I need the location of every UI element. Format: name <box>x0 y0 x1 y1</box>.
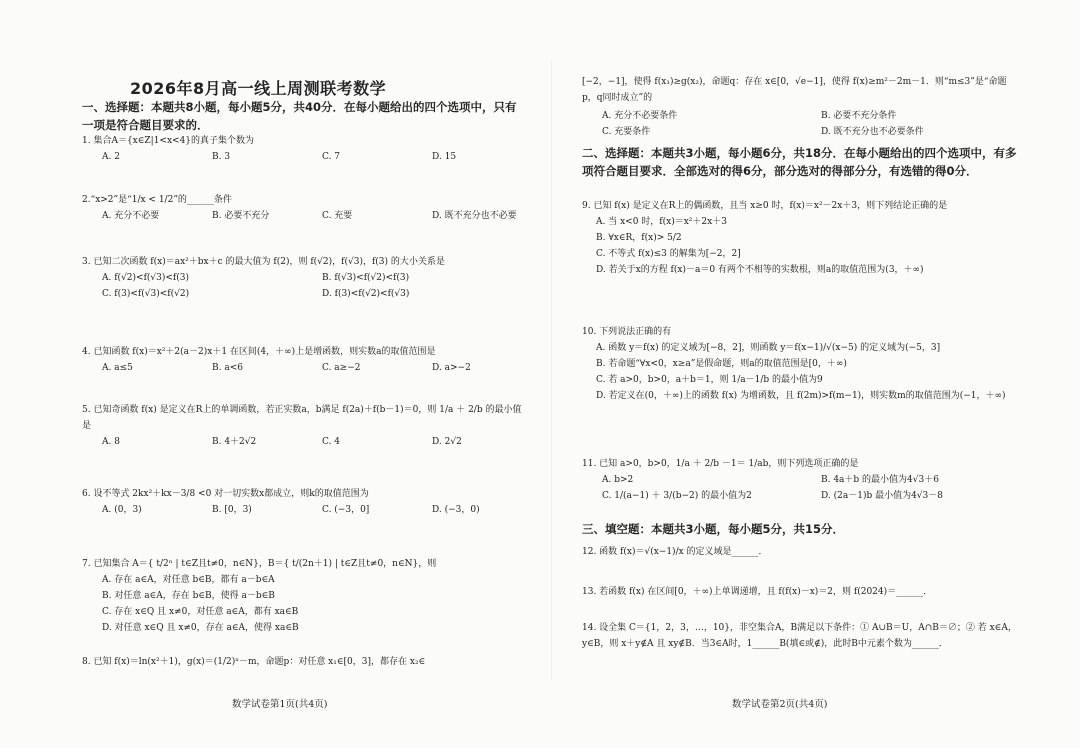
question-11-options-row-1 <box>582 472 1020 488</box>
page-2-footer: 数学试卷第2页(共4页) <box>732 699 828 710</box>
question-1-options <box>82 149 522 165</box>
option-a[interactable]: A. 2 <box>102 152 120 162</box>
option-b[interactable]: B. [0，3) <box>212 505 252 515</box>
option-c[interactable]: C. 充要 <box>322 211 353 221</box>
option-d[interactable]: D. 对任意 x∈Q 且 x≠0，存在 a∈A，使得 xa∈B <box>102 623 299 633</box>
question-6 <box>82 486 522 518</box>
question-3-stem: 3. 已知二次函数 f(x)＝ax²＋bx＋c 的最大值为 f(2)，则 f(√2)，f(√3)，f(3) 的大小关系是 <box>82 257 445 267</box>
question-9 <box>582 198 1020 278</box>
option-b[interactable]: B. 对任意 a∈A，存在 b∈B，使得 a－b∈B <box>102 591 275 601</box>
option-b[interactable]: B. 必要不充分 <box>212 211 270 221</box>
option-d[interactable]: D. 若定义在(0，＋∞)上的函数 f(x) 为增函数，且 f(2m)>f(m−1)，则实数m的取值范围为(−1，＋∞) <box>596 391 1006 401</box>
question-3-options-row-2 <box>82 286 522 302</box>
question-10 <box>582 324 1020 404</box>
question-8-start: 8. 已知 f(x)＝ln(x²＋1)，g(x)＝(1/2)ˣ－m，命题p：对任意 x₁∈[0，3]，都存在 x₂∈ <box>82 657 426 667</box>
page-divider <box>551 60 552 680</box>
option-a[interactable]: A. 充分不必要 <box>102 211 160 221</box>
question-1 <box>82 133 522 165</box>
option-d[interactable]: D. 2√2 <box>432 437 462 447</box>
option-c[interactable]: C. 不等式 f(x)≤3 的解集为[−2，2] <box>596 249 741 259</box>
question-14: 14. 设全集 C＝{1，2，3，…，10}，非空集合A，B满足以下条件：① A∪B＝U，A∩B＝∅；② 若 x∈A，y∈B，则 x＋y∉A 且 xy∉B．当3∈A时，1______B(填∈或∉)，此时B中元素个数为______． <box>582 623 1017 649</box>
section-3-heading: 三、填空题：本题共3小题，每小题5分，共15分． <box>582 522 845 536</box>
option-c[interactable]: C. (−3，0] <box>322 505 370 515</box>
option-b[interactable]: B. 3 <box>212 152 231 162</box>
question-13: 13. 若函数 f(x) 在区间[0，＋∞)上单调递增，且 f(f(x)－x)＝2，则 f(2024)＝______． <box>582 587 933 597</box>
option-c[interactable]: C. 存在 x∈Q 且 x≠0，对任意 a∈A，都有 xa∈B <box>102 607 299 617</box>
option-a[interactable]: A. 函数 y＝f(x) 的定义域为[−8，2]，则函数 y＝f(x−1)/√(x−5) 的定义域为(−5，3] <box>596 343 941 353</box>
question-11-options-row-2 <box>582 488 1020 504</box>
question-4 <box>82 344 522 376</box>
exam-title: 2026年8月高一线上周测联考数学 <box>130 79 387 98</box>
option-b[interactable]: B. 必要不充分条件 <box>821 111 897 121</box>
option-a[interactable]: A. (0，3) <box>102 505 142 515</box>
option-b[interactable]: B. 若命题“∀x<0，x≥a”是假命题，则a的取值范围是[0，＋∞) <box>596 359 847 369</box>
option-a[interactable]: A. b>2 <box>602 475 634 485</box>
question-2-stem: 2.“x>2”是“1/x < 1/2”的______条件 <box>82 195 232 205</box>
question-1-stem: 1. 集合A＝{x∈Z|1<x<4}的真子集个数为 <box>82 136 255 146</box>
option-c[interactable]: C. 充要条件 <box>602 127 651 137</box>
question-7-stem: 7. 已知集合 A＝{ t/2ⁿ | t∈Z且t≠0，n∈N}，B＝{ t/(2n＋1) | t∈Z且t≠0，n∈N}，则 <box>82 559 437 569</box>
option-a[interactable]: A. a≤5 <box>102 363 133 373</box>
question-5 <box>82 402 522 450</box>
option-d[interactable]: D. 15 <box>432 152 457 162</box>
question-10-stem: 10. 下列说法正确的有 <box>582 327 672 337</box>
option-a[interactable]: A. f(√2)<f(√3)<f(3) <box>102 273 190 283</box>
question-5-options <box>82 434 522 450</box>
option-a[interactable]: A. 充分不必要条件 <box>602 111 678 121</box>
option-b[interactable]: B. a<6 <box>212 363 243 373</box>
question-9-stem: 9. 已知 f(x) 是定义在R上的偶函数，且当 x≥0 时，f(x)＝x²－2x＋3，则下列结论正确的是 <box>582 201 948 211</box>
question-2-options <box>82 208 522 224</box>
question-11 <box>582 456 1020 504</box>
question-3-options-row-1 <box>82 270 522 286</box>
option-a[interactable]: A. 8 <box>102 437 120 447</box>
option-d[interactable]: D. 既不充分也不必要 <box>432 211 517 221</box>
question-7 <box>82 556 522 636</box>
option-d[interactable]: D. 既不充分也不必要条件 <box>821 127 924 137</box>
option-d[interactable]: D. (2a－1)b 最小值为4√3－8 <box>821 491 943 501</box>
section-2-heading: 二、选择题：本题共3小题，每小题6分，共18分．在每小题给出的四个选项中，有多项符合题目要求．全部选对的得6分，部分选对的得部分分，有选错的得0分． <box>582 146 1017 178</box>
question-4-options <box>82 360 522 376</box>
option-b[interactable]: B. 4＋2√2 <box>212 437 257 447</box>
option-c[interactable]: C. 7 <box>322 152 341 162</box>
option-a[interactable]: A. 存在 a∈A，对任意 b∈B，都有 a－b∈A <box>102 575 275 585</box>
question-3 <box>82 254 522 302</box>
question-4-stem: 4. 已知函数 f(x)＝x²＋2(a－2)x＋1 在区间(4，＋∞)上是增函数，则实数a的取值范围是 <box>82 347 436 357</box>
question-11-stem: 11. 已知 a>0，b>0，1/a ＋ 2/b －1＝ 1/ab，则下列选项正确的是 <box>582 459 859 469</box>
question-2 <box>82 192 522 224</box>
option-d[interactable]: D. a>−2 <box>432 363 471 373</box>
question-6-stem: 6. 设不等式 2kx²＋kx－3/8 <0 对一切实数x都成立，则k的取值范围为 <box>82 489 369 499</box>
option-c[interactable]: C. 1/(a−1) ＋ 3/(b−2) 的最小值为2 <box>602 491 752 501</box>
question-5-stem: 5. 已知奇函数 f(x) 是定义在R上的单调函数，若正实数a，b满足 f(2a)＋f(b－1)＝0，则 1/a ＋ 2/b 的最小值是 <box>82 405 522 431</box>
option-c[interactable]: C. 若 a>0，b>0，a＋b＝1，则 1/a－1/b 的最小值为9 <box>596 375 823 385</box>
option-d[interactable]: D. (−3，0) <box>432 505 480 515</box>
option-c[interactable]: C. 4 <box>322 437 341 447</box>
question-12: 12. 函数 f(x)＝√(x−1)/x 的定义域是______． <box>582 547 768 557</box>
option-a[interactable]: A. 当 x<0 时，f(x)＝x²＋2x＋3 <box>596 217 727 227</box>
page-1-footer: 数学试卷第1页(共4页) <box>232 699 328 710</box>
option-b[interactable]: B. ∀x∈R，f(x)> 5/2 <box>596 233 682 243</box>
question-6-options <box>82 502 522 518</box>
option-b[interactable]: B. 4a＋b 的最小值为4√3＋6 <box>821 475 939 485</box>
option-d[interactable]: D. f(3)<f(√2)<f(√3) <box>322 289 410 299</box>
option-c[interactable]: C. a≥−2 <box>322 363 361 373</box>
option-b[interactable]: B. f(√3)<f(√2)<f(3) <box>322 273 410 283</box>
question-8-continued: [−2，−1]，使得 f(x₁)≥g(x₂)，命题q：存在 x∈[0，√e−1]，使得 f(x)≥m²－2m－1．则“m≤3”是“命题p，q同时成立”的 <box>582 77 1007 103</box>
option-d[interactable]: D. 若关于x的方程 f(x)－a＝0 有两个不相等的实数根，则a的取值范围为(3，＋∞) <box>596 265 924 275</box>
question-8-options <box>582 108 1020 140</box>
section-1-heading: 一、选择题：本题共8小题，每小题5分，共40分．在每小题给出的四个选项中，只有一项是符合题目要求的． <box>82 100 517 132</box>
option-c[interactable]: C. f(3)<f(√3)<f(√2) <box>102 289 190 299</box>
